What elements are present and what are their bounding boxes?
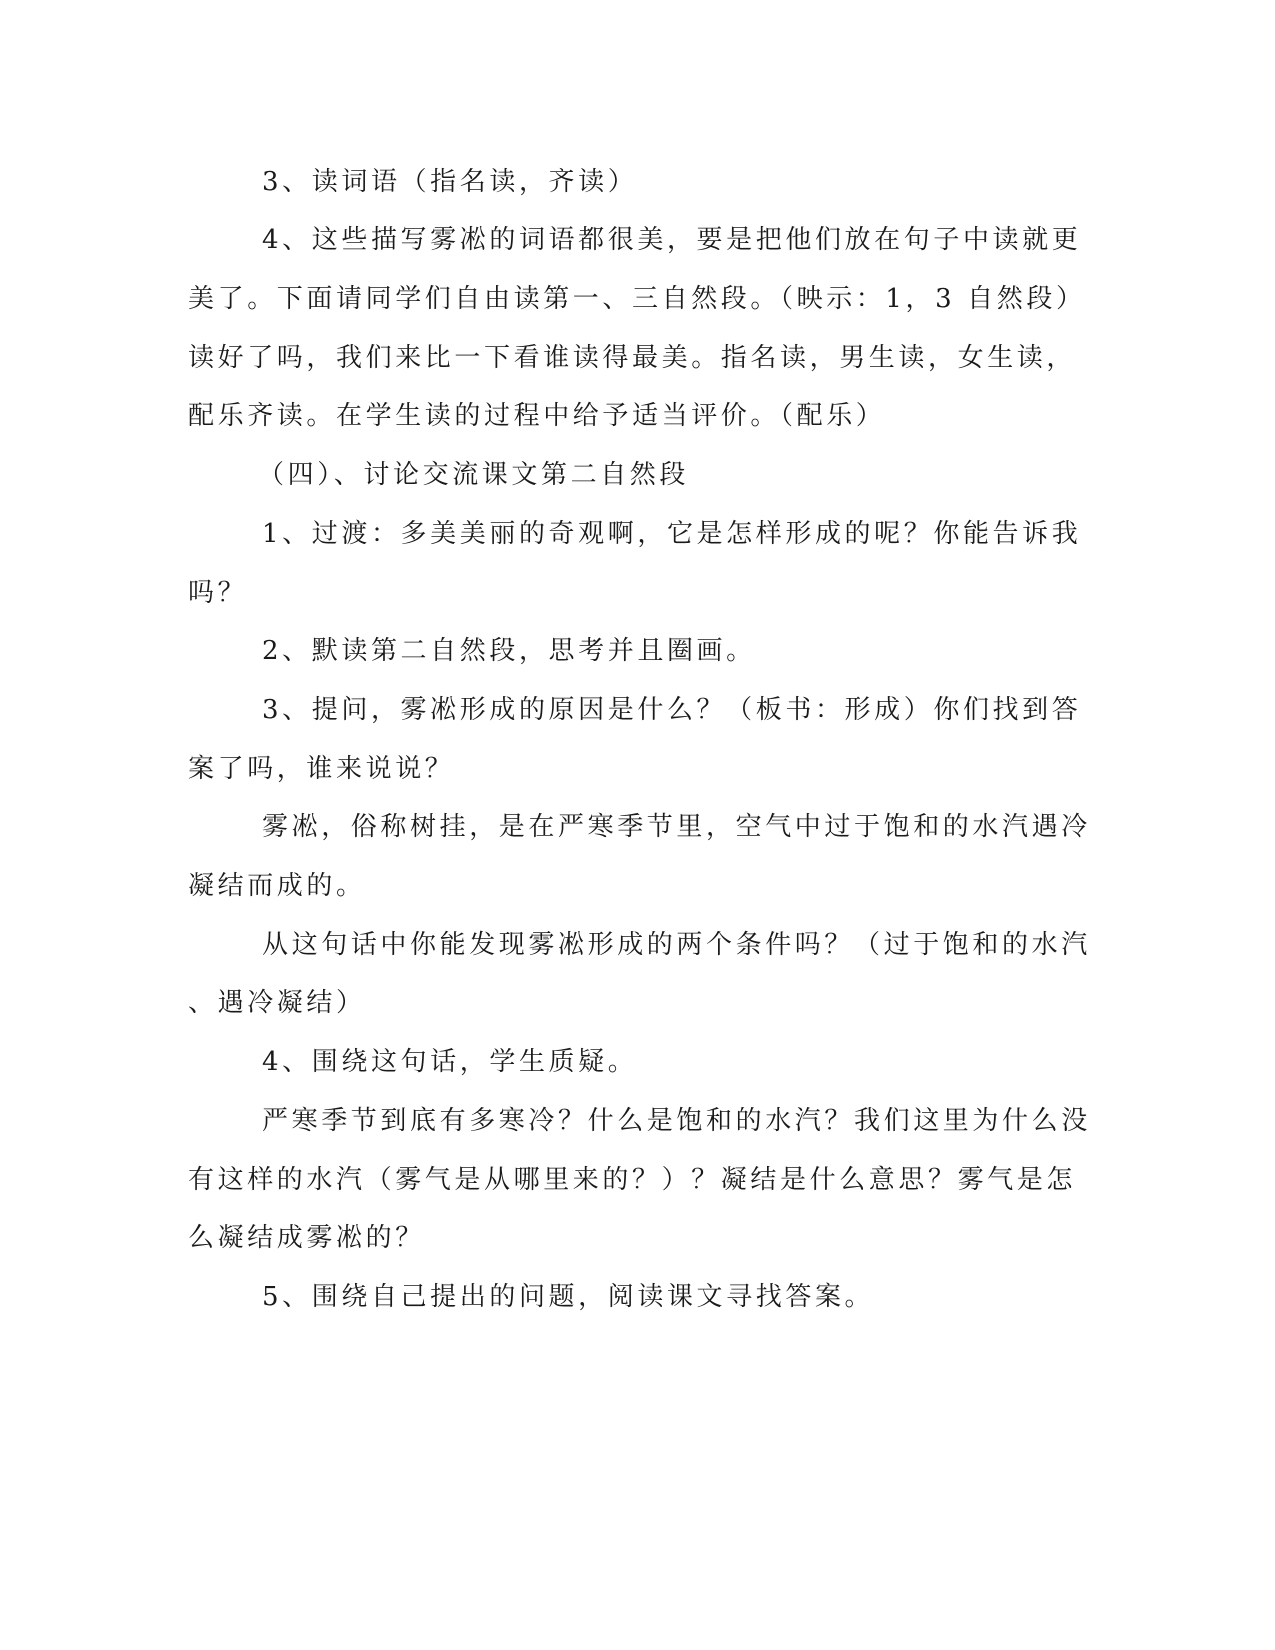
text-line: 3、提问，雾凇形成的原因是什么？（板书：形成）你们找到答 bbox=[262, 695, 1082, 725]
text-line: 2、默读第二自然段，思考并且圈画。 bbox=[262, 636, 756, 666]
text-line: 么凝结成雾凇的？ bbox=[188, 1223, 425, 1253]
text-line: 从这句话中你能发现雾凇形成的两个条件吗？（过于饱和的水汽 bbox=[262, 930, 1091, 960]
text-line: 雾凇，俗称树挂，是在严寒季节里，空气中过于饱和的水汽遇冷 bbox=[262, 812, 1091, 842]
text-line: 4、围绕这句话，学生质疑。 bbox=[262, 1047, 638, 1077]
text-line: 配乐齐读。在学生读的过程中给予适当评价。（配乐） bbox=[188, 401, 886, 431]
text-line: 吗？ bbox=[188, 578, 248, 608]
text-line: 严寒季节到底有多寒冷？什么是饱和的水汽？我们这里为什么没 bbox=[262, 1106, 1091, 1136]
section-heading: （四）、讨论交流课文第二自然段 bbox=[258, 460, 690, 490]
text-line: 5、围绕自己提出的问题，阅读课文寻找答案。 bbox=[262, 1282, 875, 1312]
text-line: 3、读词语（指名读，齐读） bbox=[262, 167, 638, 197]
text-line: 凝结而成的。 bbox=[188, 871, 366, 901]
text-line: 、遇冷凝结） bbox=[188, 988, 366, 1018]
text-line: 1、过渡：多美美丽的奇观啊，它是怎样形成的呢？你能告诉我 bbox=[262, 519, 1082, 549]
text-line: 美了。下面请同学们自由读第一、三自然段。（映示：1，3 自然段） bbox=[188, 284, 1086, 314]
text-line: 有这样的水汽（雾气是从哪里来的？）？凝结是什么意思？雾气是怎 bbox=[188, 1165, 1077, 1195]
text-line: 案了吗，谁来说说？ bbox=[188, 754, 455, 784]
text-line: 4、这些描写雾凇的词语都很美，要是把他们放在句子中读就更 bbox=[262, 225, 1082, 255]
text-line: 读好了吗，我们来比一下看谁读得最美。指名读，男生读，女生读， bbox=[188, 343, 1077, 373]
